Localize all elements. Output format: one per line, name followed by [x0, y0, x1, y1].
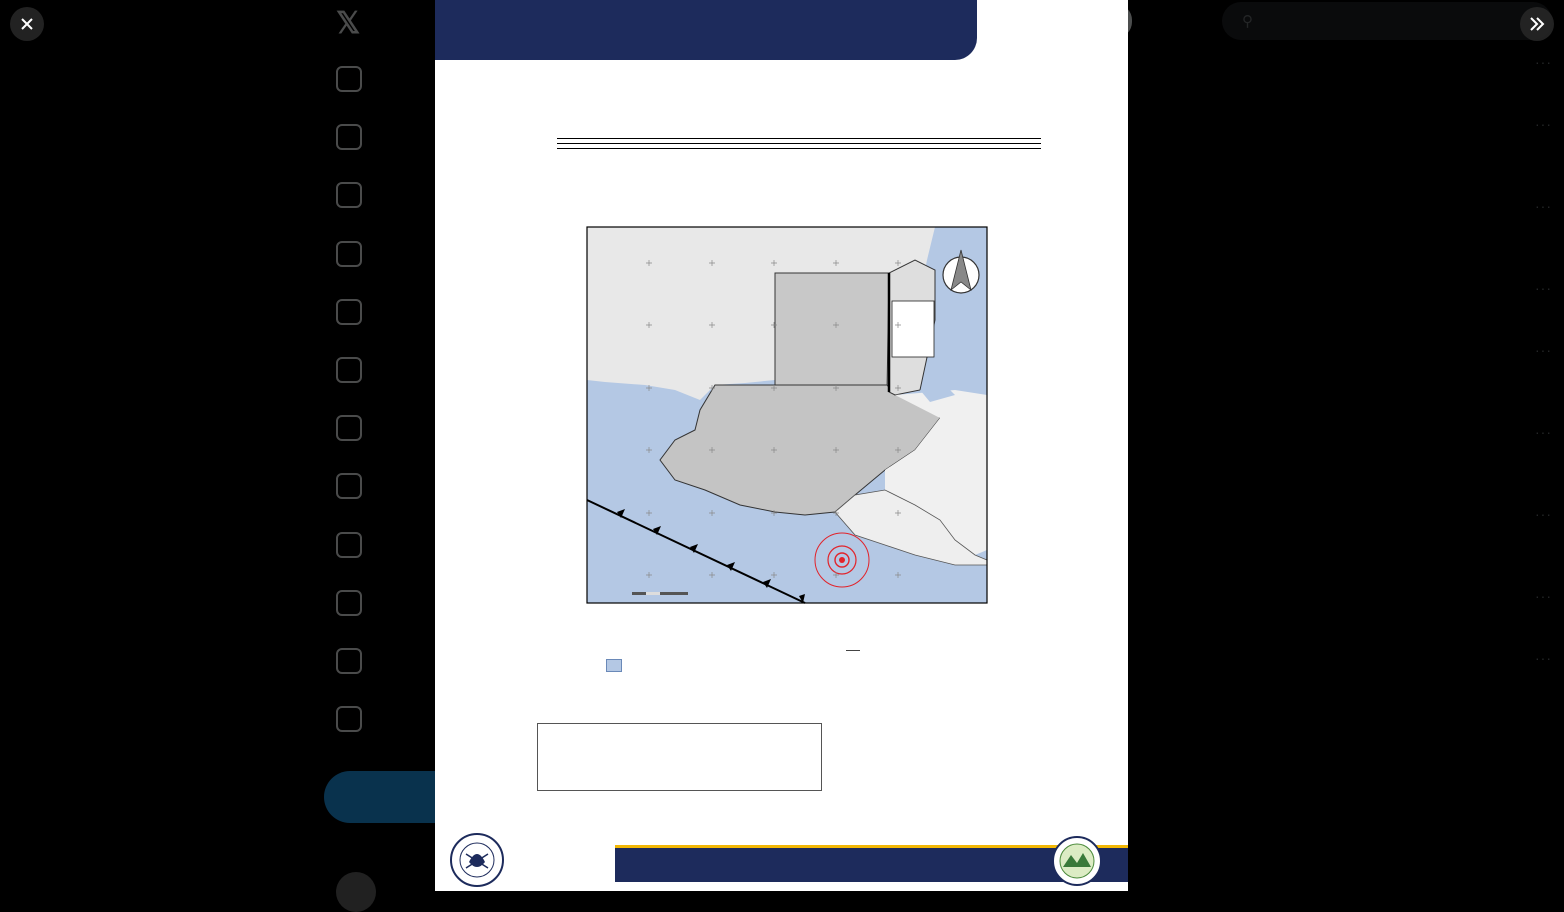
- home-icon: [336, 66, 362, 92]
- belize-note-box: [892, 301, 934, 357]
- double-chevron-right-icon: [1528, 15, 1546, 33]
- x-logo-icon[interactable]: 𝕏: [336, 7, 361, 40]
- depth: [847, 144, 944, 149]
- trend-item[interactable]: [1238, 650, 1552, 666]
- more-icon[interactable]: ···: [1535, 424, 1552, 440]
- account-switcher[interactable]: [336, 872, 388, 912]
- latitude: [654, 144, 751, 149]
- bulletin-header: [435, 0, 977, 60]
- avatar: [336, 872, 376, 912]
- nav-item-premium[interactable]: [336, 532, 382, 558]
- more-icon[interactable]: ···: [1535, 198, 1552, 214]
- nav-item-explore[interactable]: [336, 124, 382, 150]
- search-input[interactable]: [1222, 2, 1552, 40]
- premium-icon: [336, 532, 362, 558]
- origin-time: [557, 144, 654, 149]
- trend-item[interactable]: [1238, 198, 1552, 214]
- trend-item[interactable]: [1238, 424, 1552, 440]
- distances-box: [537, 723, 822, 791]
- nav-item-verified-orgs[interactable]: [336, 590, 382, 616]
- nav-item-home[interactable]: [336, 66, 382, 92]
- profile-icon: [336, 648, 362, 674]
- more-icon: [336, 706, 362, 732]
- legend-fault-line: [846, 650, 860, 651]
- magnitude: [944, 144, 1041, 149]
- close-button[interactable]: [10, 7, 44, 41]
- nav-item-grok[interactable]: [336, 299, 382, 325]
- more-icon[interactable]: ···: [1535, 342, 1552, 358]
- more-icon[interactable]: ···: [1535, 506, 1552, 522]
- nav-item-more[interactable]: [336, 706, 382, 732]
- legend-water-swatch: [606, 659, 622, 672]
- grok-icon: [336, 299, 362, 325]
- guatemala-peten: [775, 273, 889, 392]
- nav-item-communities[interactable]: [336, 473, 382, 499]
- longitude: [751, 144, 848, 149]
- notifications-icon: [336, 182, 362, 208]
- more-icon[interactable]: ···: [1535, 54, 1552, 70]
- more-icon[interactable]: ···: [1535, 588, 1552, 604]
- trend-item[interactable]: [1238, 116, 1552, 132]
- nav-item-bookmarks[interactable]: [336, 357, 382, 383]
- insivumeh-seal-icon: [1051, 835, 1103, 887]
- more-icon[interactable]: ···: [1535, 116, 1552, 132]
- verified-orgs-icon: [336, 590, 362, 616]
- nav-item-jobs[interactable]: [336, 415, 382, 441]
- epicenter-map: [535, 220, 1005, 625]
- bookmarks-icon: [336, 357, 362, 383]
- scale-bar: [632, 592, 688, 595]
- trend-item[interactable]: [1238, 506, 1552, 522]
- guatemala-coat-of-arms-icon: [449, 832, 505, 888]
- trend-item[interactable]: [1238, 588, 1552, 604]
- explore-icon: [336, 124, 362, 150]
- messages-icon: [336, 241, 362, 267]
- nav-item-profile[interactable]: [336, 648, 382, 674]
- search-icon: ⚲: [1242, 13, 1253, 30]
- communities-icon: [336, 473, 362, 499]
- expand-button[interactable]: [1520, 7, 1554, 41]
- trend-item[interactable]: [1238, 280, 1552, 296]
- nav-item-notifications[interactable]: [336, 182, 382, 208]
- quake-table: [557, 138, 1041, 149]
- trend-item[interactable]: [1238, 54, 1552, 70]
- more-icon[interactable]: ···: [1535, 280, 1552, 296]
- jobs-icon: [336, 415, 362, 441]
- trend-item[interactable]: [1238, 342, 1552, 358]
- more-icon[interactable]: ···: [1535, 650, 1552, 666]
- footer-links: [1238, 768, 1538, 788]
- nav-item-messages[interactable]: [336, 241, 382, 267]
- close-icon: [19, 16, 35, 32]
- bulletin-image: [435, 0, 1128, 891]
